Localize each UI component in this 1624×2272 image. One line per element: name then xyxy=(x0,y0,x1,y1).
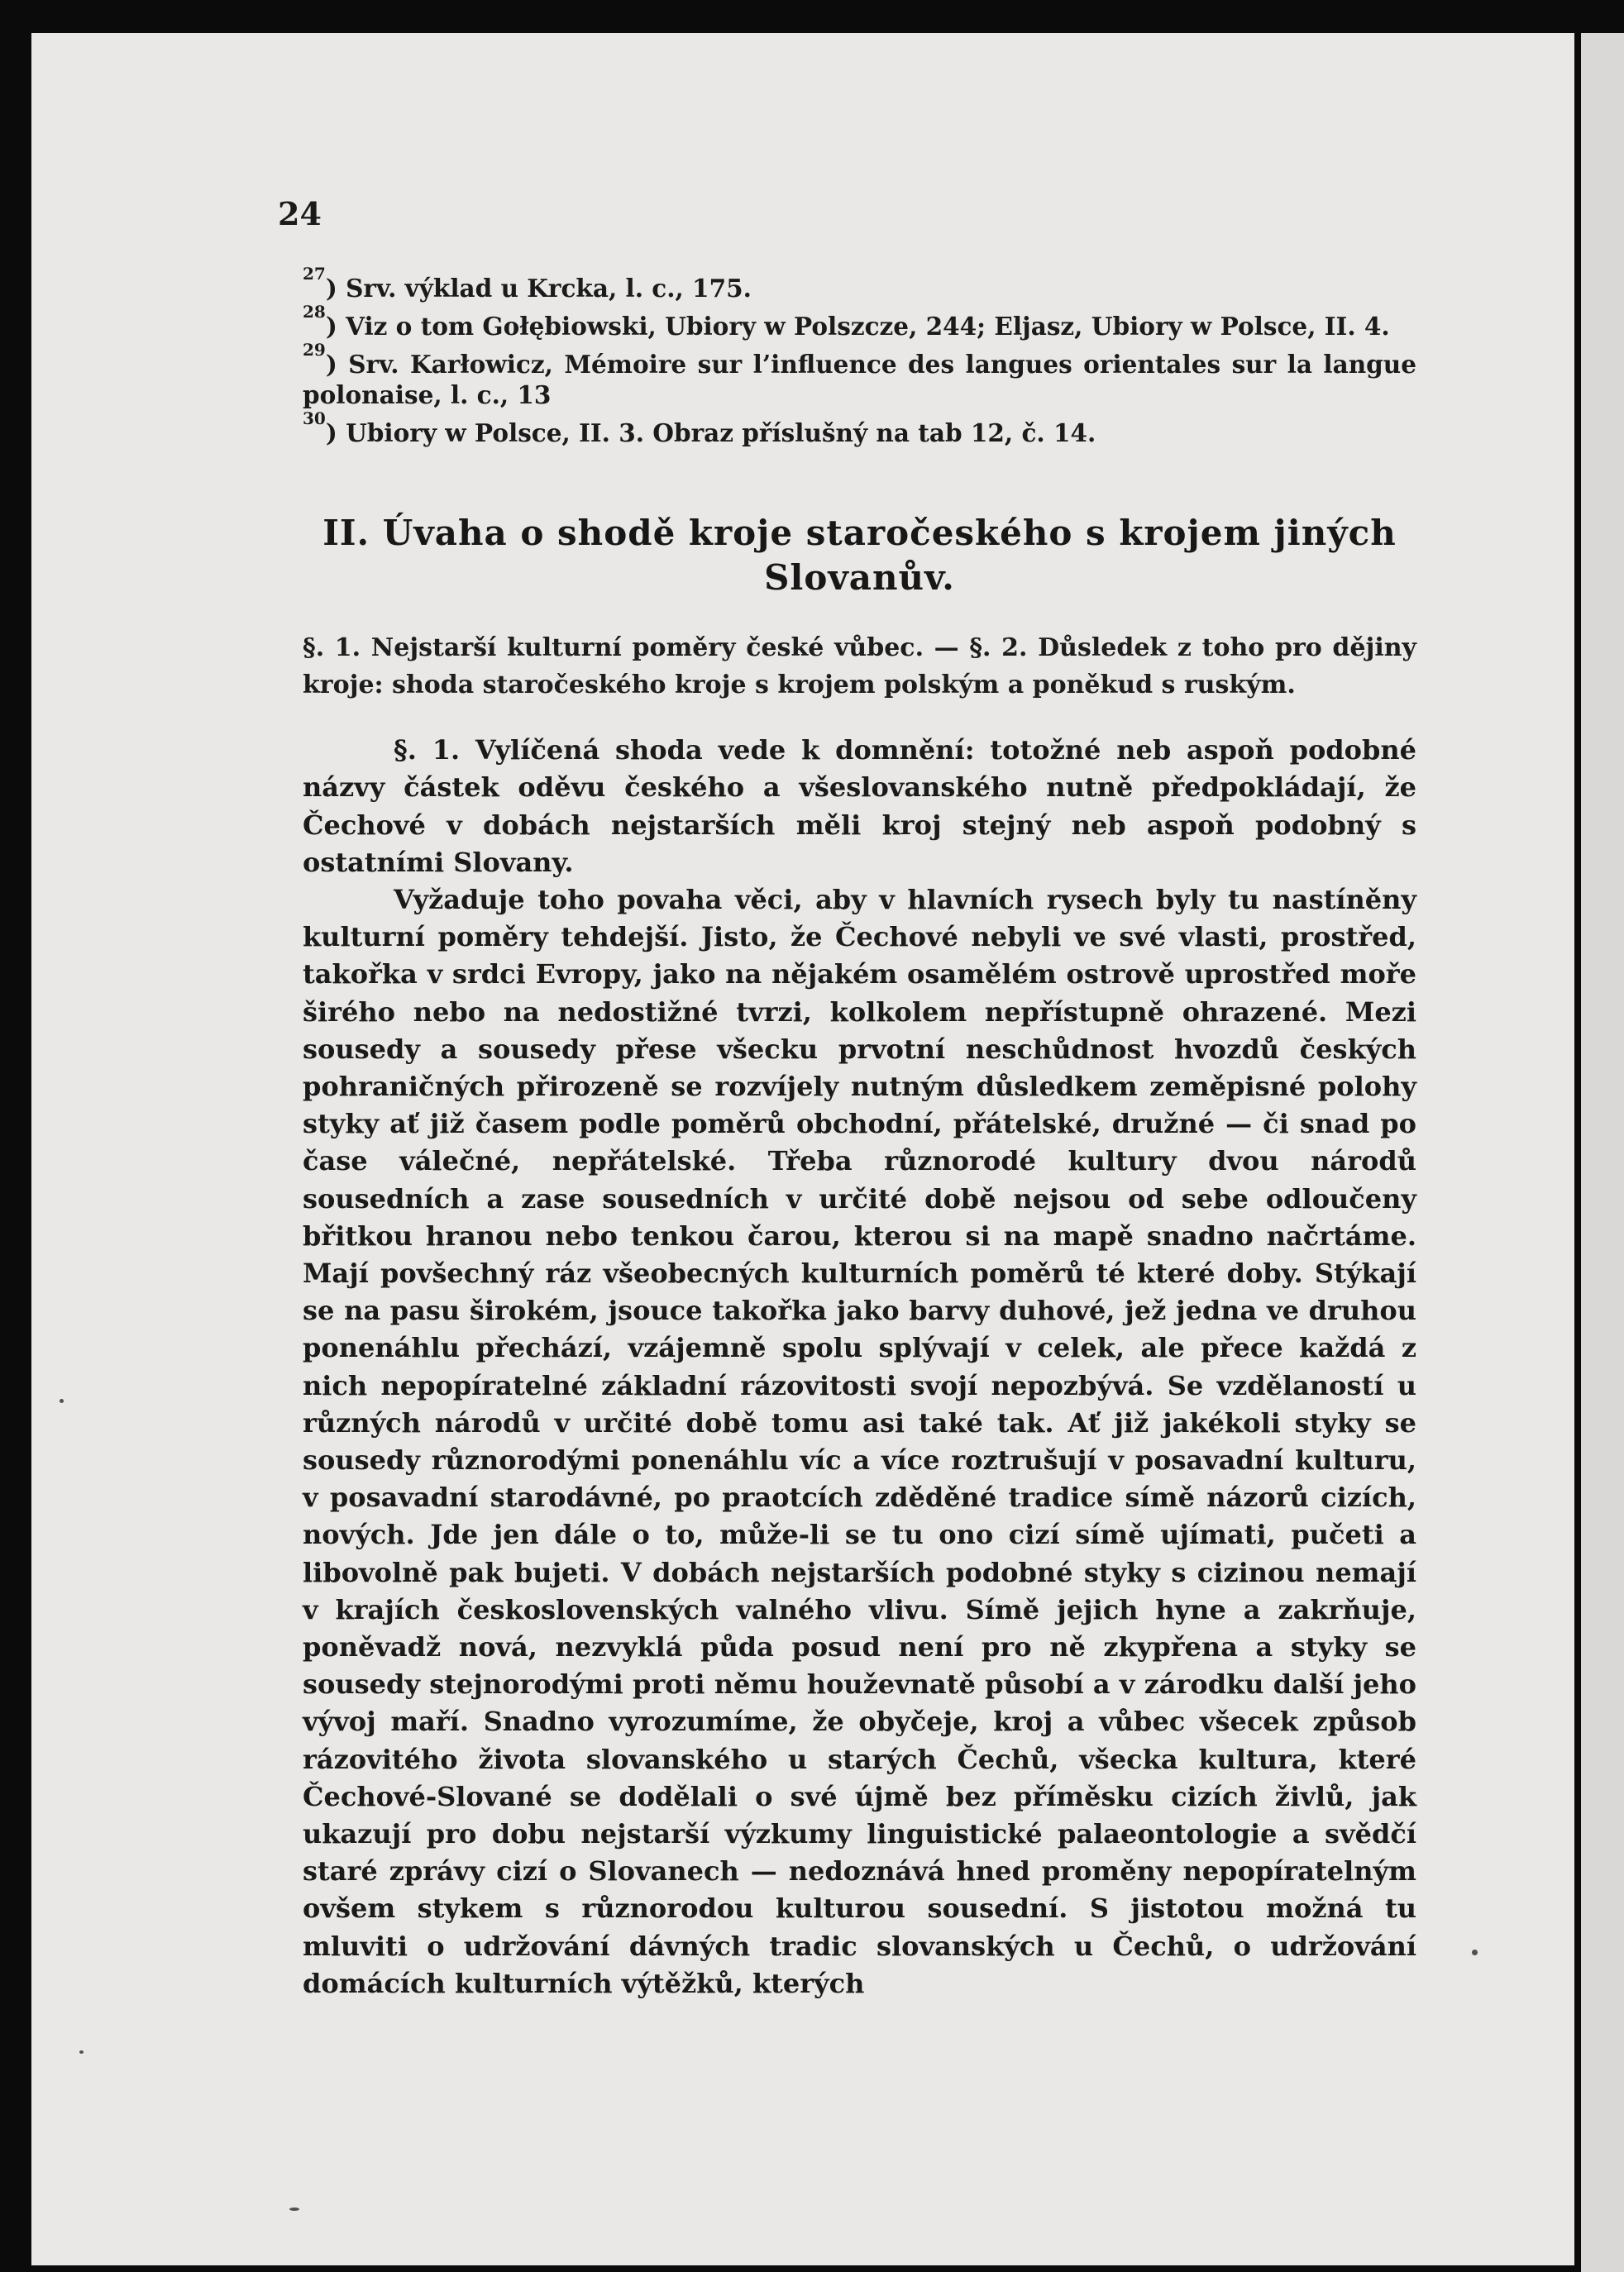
footnote-mark: 28 xyxy=(303,301,326,322)
adjacent-page-edge xyxy=(1581,33,1624,2272)
section-heading: II. Úvaha o shodě kroje staročeského s krojem jiných Slovanův. xyxy=(322,513,1397,599)
footnote-mark: 30 xyxy=(303,408,326,429)
footnote xyxy=(303,266,1416,304)
footnote-mark: 27 xyxy=(303,264,326,284)
scan-speck xyxy=(1472,1950,1478,1955)
paragraph: Vyžaduje toho povaha věci, aby v hlavních rysech byly tu nastíněny kulturní poměry tehdejší. Jisto, že Čechové nebyli ve své vlasti, prostřed, takořka v srdci Evropy, jako na nějakém osamělém ostrově uprostřed moře širého nebo na nedostižné tvrzi, kolkolem nepřístupně ohrazené. Mezi sousedy a sousedy přese všecku prvotní neschůdnost hvozdů českých pohraničných přirozeně se rozvíjely nutným důsledkem zeměpisné polohy styky ať již časem podle poměrů obchodní, přátelské, družné — či snad po čase válečné, nepřátelské. Třeba různorodé kultury dvou národů sousedních a zase sousedních v určité době nejsou od sebe odloučeny břitkou hranou nebo tenkou čarou, kterou si na mapě snadno načrtáme. Mají povšechný ráz všeobecných kulturních poměrů té které doby. Stýkají se na pasu širokém, jsouce takořka jako barvy duhové, jež jedna ve druhou ponenáhlu přechází, vzájemně spolu splývají v celek, ale přece každá z nich nepopíratelné základní rázovitosti svojí nepozbývá. Se vzdělaností u různých národů v určité době tomu asi také tak. Ať již jakékoli styky se sousedy různorodými ponenáhlu víc a více roztrušují v posavadní kulturu, v posavadní starodávné, po praotcích zděděné tradice símě názorů cizích, nových. Jde jen dále o to, může-li se tu ono cizí símě ujímati, pučeti a libovolně pak bujeti. V dobách nejstarších podobné styky s cizinou nemají v krajích československých valného vlivu. Símě jejich hyne a zakrňuje, poněvadž nová, nezvyklá půda posud není pro ně zkypřena a styky se sousedy stejnorodými proti němu houževnatě působí a v zárodku další jeho vývoj maří. Snadno vyrozumíme, že obyčeje, kroj a vůbec všecek způsob rázovitého života slovanského u starých Čechů, všecka kultura, které Čechové-Slované se dodělali o své újmě bez příměsku cizích živlů, jak ukazují pro dobu nejstarší výzkumy linguistické palaeontologie a svědčí staré zprávy cizí o Slovanech — nedoznává hned proměny nepopíratelným ovšem stykem s různorodou kulturou sousední. S jistotou možná tu mluviti o udržování dávných tradic slovanských u Čechů, o udržování domácích kulturních výtěžků, kterých xyxy=(303,883,1416,1999)
footnote xyxy=(303,408,1416,449)
footnote xyxy=(303,339,1416,412)
scan-speck xyxy=(79,2050,84,2054)
section-summary: §. 1. Nejstarší kulturní poměry české vůbec. — §. 2. Důsledek z toho pro dějiny kroje: shoda staročeského kroje s krojem polským a poněkud s ruským. xyxy=(303,633,1416,700)
footnote-text: ) Srv. výklad u Krcka, l. c., 175. xyxy=(325,273,752,303)
paragraph: §. 1. Vylíčená shoda vede k domnění: totožné neb aspoň podobné názvy částek oděvu českého a všeslovanského nutně předpokládají, že Čechové v dobách nejstarších měli kroj stejný neb aspoň podobný s ostatními Slovany. xyxy=(303,734,1416,878)
footnote-text: ) Ubiory w Polsce, II. 3. Obraz příslušný na tab 12, č. 14. xyxy=(325,418,1096,448)
page-content xyxy=(303,266,1416,2002)
footnote-mark: 29 xyxy=(303,339,326,360)
footnote xyxy=(303,301,1416,342)
scanned-page xyxy=(31,33,1574,2265)
footnotes xyxy=(303,266,1416,449)
page-number: 24 xyxy=(278,195,322,232)
scan-speck xyxy=(289,2208,299,2211)
body-text xyxy=(303,732,1416,2002)
footnote-text: ) Srv. Karłowicz, Mémoire sur l’influence des langues orientales sur la langue polonaise, l. c., 13 xyxy=(303,349,1416,410)
scan-speck xyxy=(60,1399,64,1403)
footnote-text: ) Viz o tom Gołębiowski, Ubiory w Polszcze, 244; Eljasz, Ubiory w Polsce, II. 4. xyxy=(325,311,1390,341)
